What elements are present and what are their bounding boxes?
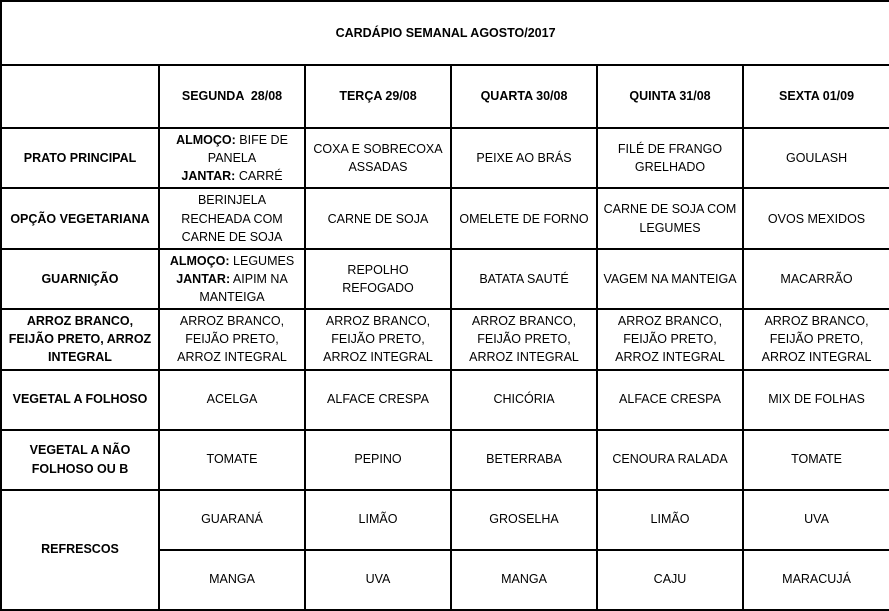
cell-vegetal-nao-folhoso-quarta: BETERRABA: [451, 430, 597, 490]
row-prato-principal: [1, 128, 889, 188]
cell-prato-principal-quinta: FILÉ DE FRANGO GRELHADO: [597, 128, 743, 188]
cell-guarnicao-quinta: VAGEM NA MANTEIGA: [597, 249, 743, 309]
header-empty-cell: [1, 65, 159, 128]
almoco-label: ALMOÇO:: [169, 253, 230, 268]
row-opcao-vegetariana: [1, 188, 889, 248]
header-quarta: QUARTA 30/08: [451, 65, 597, 128]
header-sexta: SEXTA 01/09: [743, 65, 889, 128]
page-title: CARDÁPIO SEMANAL AGOSTO/2017: [1, 1, 889, 65]
cell-refrescos1-terca: LIMÃO: [305, 490, 451, 550]
cell-refrescos2-quarta: MANGA: [451, 550, 597, 610]
row-label-opcao-vegetariana: OPÇÃO VEGETARIANA: [1, 188, 159, 248]
cell-vegetal-nao-folhoso-quinta: CENOURA RALADA: [597, 430, 743, 490]
row-label-prato-principal: PRATO PRINCIPAL: [1, 128, 159, 188]
cell-guarnicao-quarta: BATATA SAUTÉ: [451, 249, 597, 309]
jantar-label: JANTAR:: [176, 271, 231, 286]
cell-vegetal-folhoso-segunda: ACELGA: [159, 370, 305, 430]
cell-vegetal-folhoso-sexta: MIX DE FOLHAS: [743, 370, 889, 430]
row-guarnicao: [1, 249, 889, 309]
cell-opcao-vegetariana-quinta: CARNE DE SOJA COM LEGUMES: [597, 188, 743, 248]
cell-vegetal-nao-folhoso-sexta: TOMATE: [743, 430, 889, 490]
cell-prato-principal-sexta: GOULASH: [743, 128, 889, 188]
row-vegetal-folhoso: [1, 370, 889, 430]
meal-line-jantar: [164, 167, 300, 185]
cell-arroz-feijao-terca: ARROZ BRANCO, FEIJÃO PRETO, ARROZ INTEGRAL: [305, 309, 451, 369]
cell-refrescos1-quarta: GROSELHA: [451, 490, 597, 550]
cell-opcao-vegetariana-terca: CARNE DE SOJA: [305, 188, 451, 248]
header-terca: TERÇA 29/08: [305, 65, 451, 128]
row-label-guarnicao: GUARNIÇÃO: [1, 249, 159, 309]
almoco-dish: LEGUMES: [233, 253, 295, 268]
row-label-vegetal-folhoso: VEGETAL A FOLHOSO: [1, 370, 159, 430]
row-label-arroz-feijao: ARROZ BRANCO, FEIJÃO PRETO, ARROZ INTEGRAL: [1, 309, 159, 369]
cell-arroz-feijao-sexta: ARROZ BRANCO, FEIJÃO PRETO, ARROZ INTEGRAL: [743, 309, 889, 369]
cell-guarnicao-sexta: MACARRÃO: [743, 249, 889, 309]
cell-vegetal-nao-folhoso-terca: PEPINO: [305, 430, 451, 490]
header-row: [1, 65, 889, 128]
cell-opcao-vegetariana-sexta: OVOS MEXIDOS: [743, 188, 889, 248]
almoco-dish: BIFE DE PANELA: [207, 133, 288, 166]
cell-refrescos2-quinta: CAJU: [597, 550, 743, 610]
cell-arroz-feijao-quinta: ARROZ BRANCO, FEIJÃO PRETO, ARROZ INTEGRAL: [597, 309, 743, 369]
cell-refrescos1-segunda: GUARANÁ: [159, 490, 305, 550]
cell-arroz-feijao-quarta: ARROZ BRANCO, FEIJÃO PRETO, ARROZ INTEGRAL: [451, 309, 597, 369]
cell-opcao-vegetariana-quarta: OMELETE DE FORNO: [451, 188, 597, 248]
row-label-refrescos: REFRESCOS: [1, 490, 159, 610]
jantar-label: JANTAR:: [181, 169, 236, 184]
cell-vegetal-folhoso-quinta: ALFACE CRESPA: [597, 370, 743, 430]
cell-vegetal-folhoso-quarta: CHICÓRIA: [451, 370, 597, 430]
cell-prato-principal-terca: COXA E SOBRECOXA ASSADAS: [305, 128, 451, 188]
header-quinta: QUINTA 31/08: [597, 65, 743, 128]
cell-refrescos1-quinta: LIMÃO: [597, 490, 743, 550]
row-refrescos-1: [1, 490, 889, 550]
row-label-vegetal-nao-folhoso: VEGETAL A NÃO FOLHOSO OU B: [1, 430, 159, 490]
cell-refrescos1-sexta: UVA: [743, 490, 889, 550]
cell-refrescos2-sexta: MARACUJÁ: [743, 550, 889, 610]
cell-guarnicao-terca: REPOLHO REFOGADO: [305, 249, 451, 309]
cell-prato-principal-segunda: [159, 128, 305, 188]
meal-line-almoco: [164, 131, 300, 167]
jantar-dish: CARRÉ: [238, 169, 283, 184]
cell-prato-principal-quarta: PEIXE AO BRÁS: [451, 128, 597, 188]
meal-line-almoco: [164, 252, 300, 270]
meal-line-jantar: [164, 270, 300, 306]
header-segunda: SEGUNDA 28/08: [159, 65, 305, 128]
row-vegetal-nao-folhoso: [1, 430, 889, 490]
cell-guarnicao-segunda: [159, 249, 305, 309]
cell-refrescos2-terca: UVA: [305, 550, 451, 610]
cell-vegetal-folhoso-terca: ALFACE CRESPA: [305, 370, 451, 430]
title-row: [1, 1, 889, 65]
jantar-dish: AIPIM NA MANTEIGA: [199, 271, 288, 304]
almoco-label: ALMOÇO:: [176, 133, 236, 147]
row-arroz-feijao: [1, 309, 889, 369]
cell-opcao-vegetariana-segunda: BERINJELA RECHEADA COM CARNE DE SOJA: [159, 188, 305, 248]
cell-refrescos2-segunda: MANGA: [159, 550, 305, 610]
cell-vegetal-nao-folhoso-segunda: TOMATE: [159, 430, 305, 490]
cell-arroz-feijao-segunda: ARROZ BRANCO, FEIJÃO PRETO, ARROZ INTEGRAL: [159, 309, 305, 369]
